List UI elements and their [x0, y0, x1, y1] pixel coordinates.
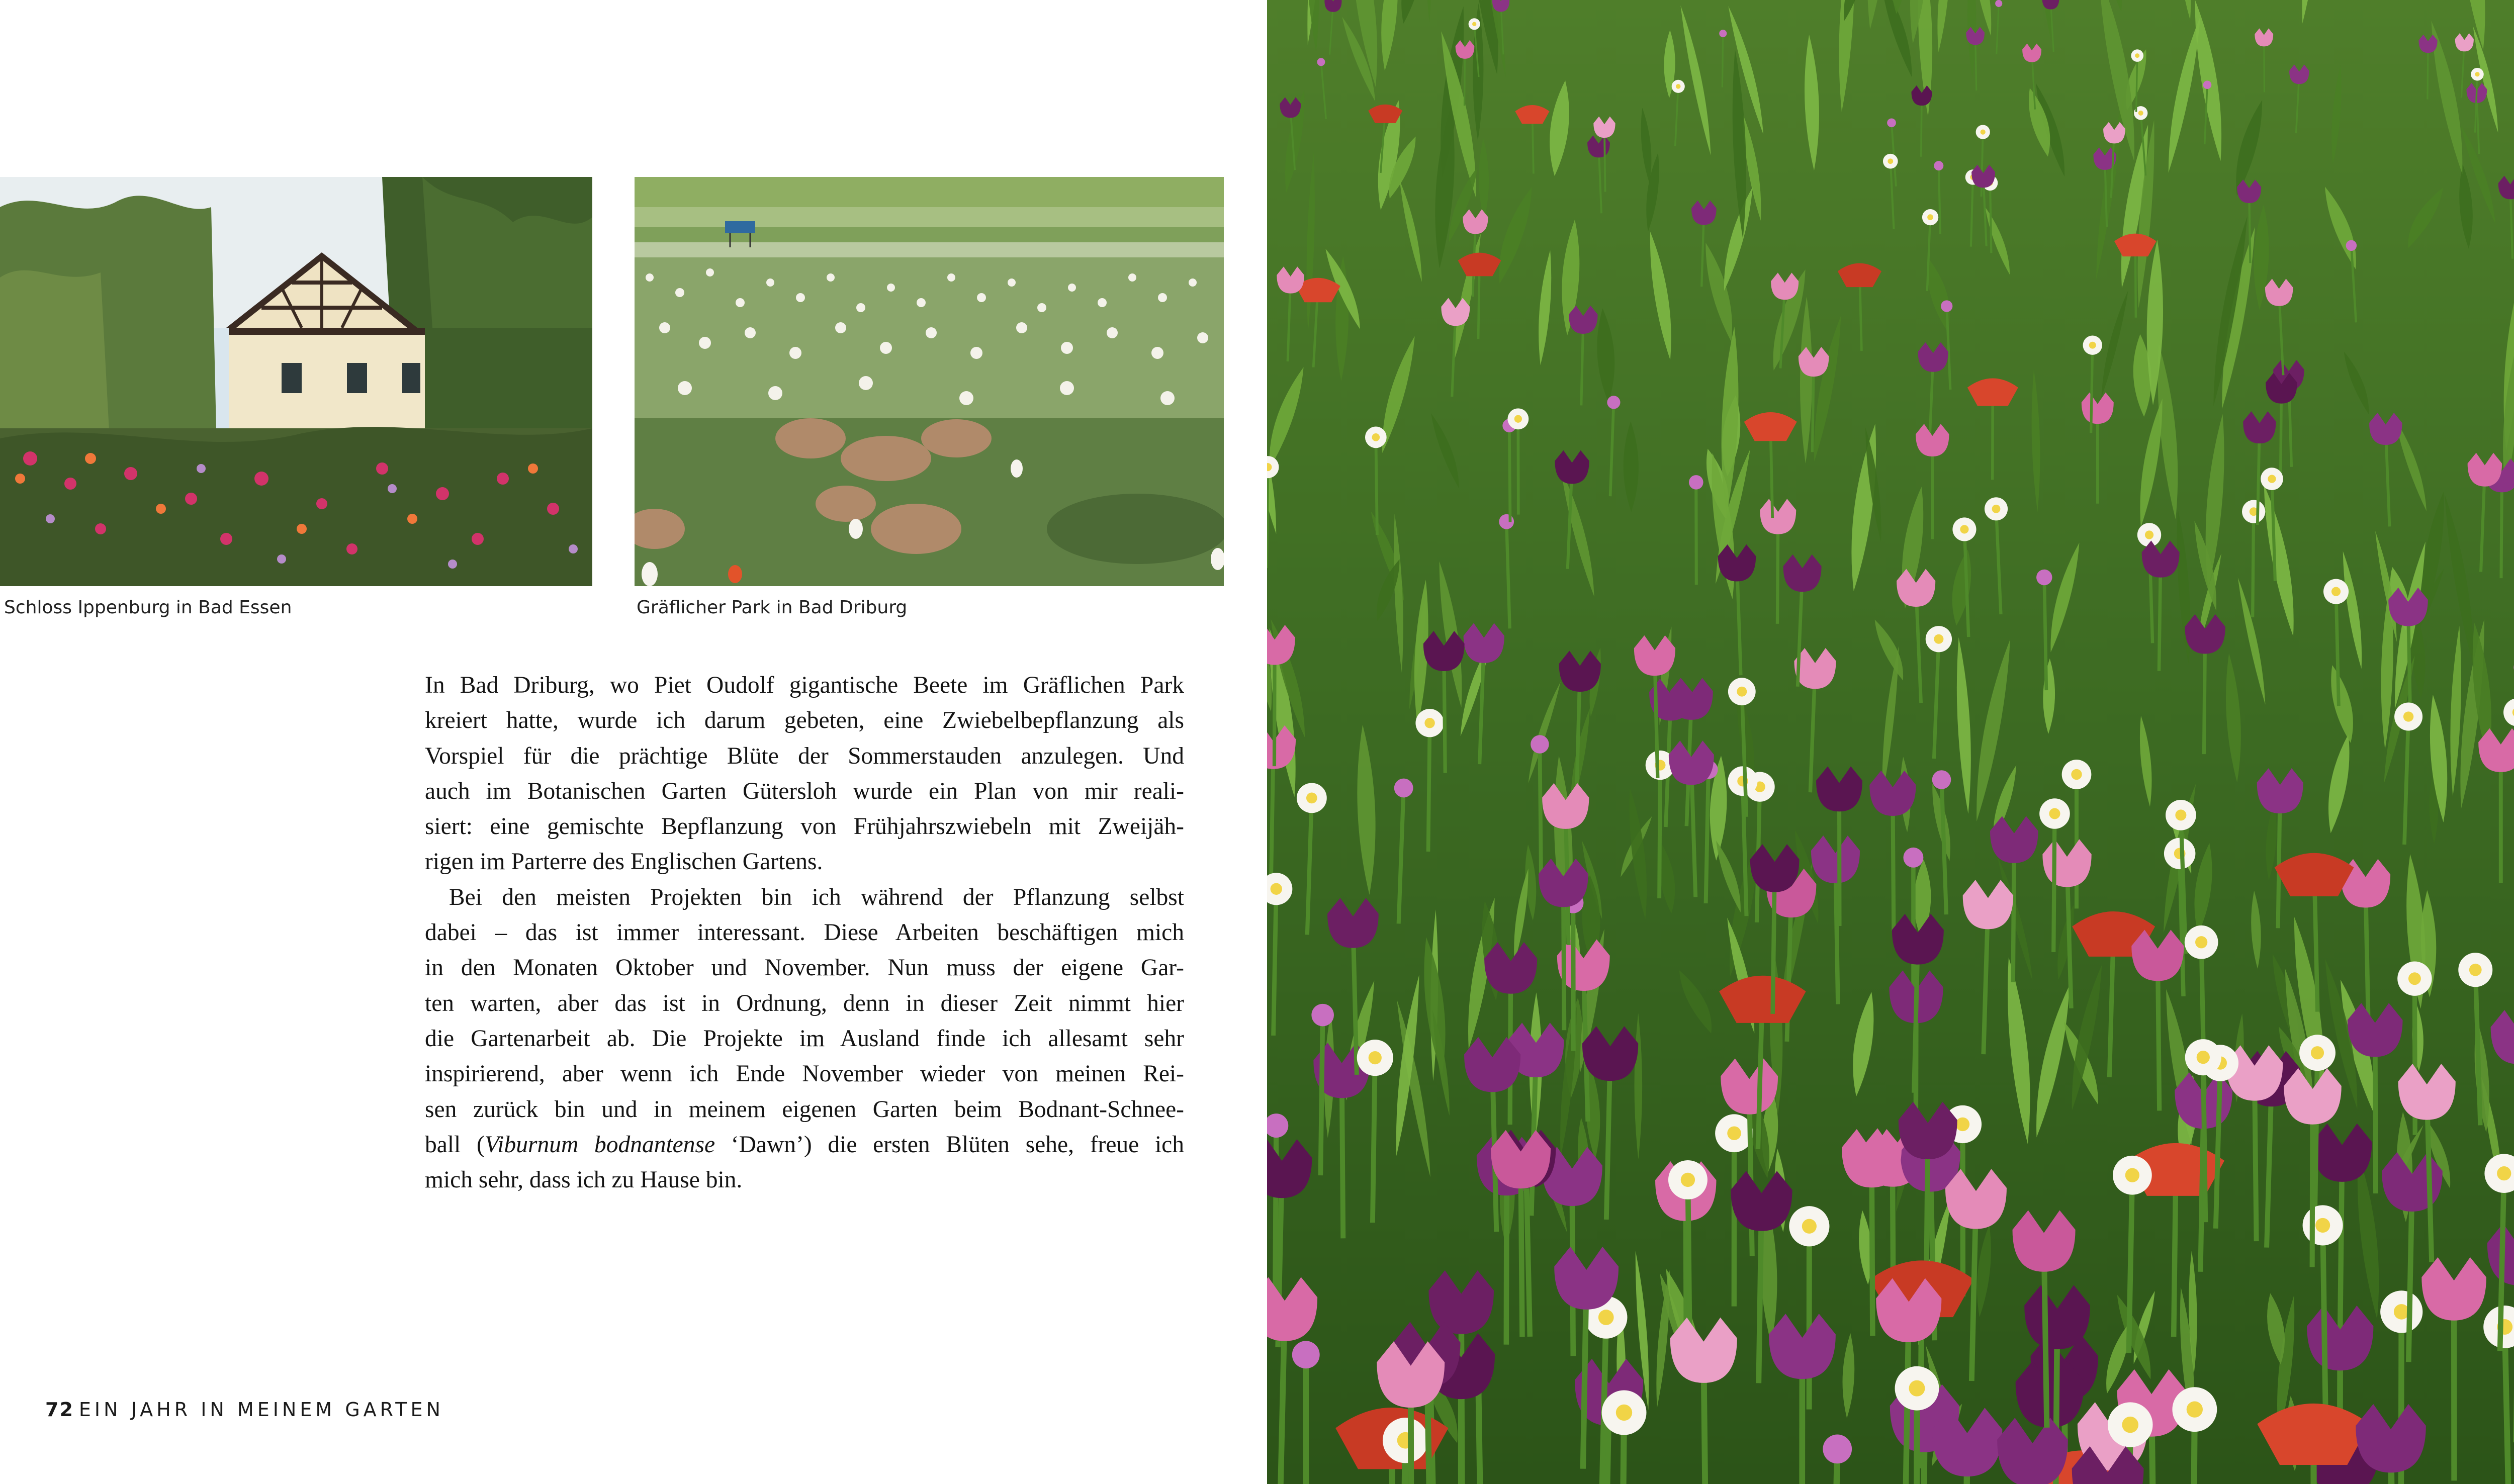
- body-line: die Gartenarbeit ab. Die Projekte im Ausland finde ich allesamt sehr: [425, 1025, 1184, 1052]
- body-line: siert: eine gemischte Bepflanzung von Frühjahrszwiebeln mit Zweijäh-: [425, 813, 1184, 840]
- running-title: EIN JAHR IN MEINEM GARTEN: [78, 1399, 444, 1421]
- narcissus-corona: [1927, 214, 1933, 220]
- body-line: mich sehr, dass ich zu Hause bin.: [425, 1167, 743, 1193]
- narcissus-corona: [2089, 342, 2096, 349]
- narcissus-corona: [2049, 808, 2060, 819]
- phlox-bloom: [1689, 475, 1703, 490]
- flower-stem: [1428, 723, 1430, 852]
- phlox-bloom: [2203, 80, 2212, 89]
- phlox-bloom: [1394, 779, 1413, 798]
- narcissus-corona: [1802, 1219, 1817, 1234]
- flower-stem: [2129, 1175, 2132, 1353]
- narcissus-corona: [2469, 964, 2482, 976]
- flower-stem: [2315, 1053, 2317, 1217]
- photo-tulip-bed: [1267, 0, 2514, 1484]
- narcissus-corona: [2125, 1168, 2139, 1182]
- flower-stem: [1275, 1126, 1276, 1298]
- narcissus-corona: [2331, 587, 2341, 596]
- flower-stem: [2203, 1057, 2206, 1222]
- flower-stem: [1659, 765, 1660, 898]
- body-line: Bei den meisten Projekten bin ich während der Pflanzung selbst: [449, 884, 1184, 910]
- narcissus-corona: [1960, 525, 1968, 533]
- flower-stem: [1274, 889, 1277, 1036]
- body-line: In Bad Driburg, wo Piet Oudolf gigantische Beete im Gräflichen Park: [425, 672, 1184, 698]
- page-footer: [45, 1399, 444, 1421]
- body-line: sen zurück bin und in meinem eigenen Garten beim Bodnant-Schnee-: [425, 1096, 1184, 1123]
- narcissus-corona: [1369, 1051, 1382, 1064]
- narcissus-corona: [2497, 1166, 2511, 1180]
- narcissus-corona: [2408, 972, 2421, 985]
- flower-stem: [1376, 437, 1377, 535]
- phlox-bloom: [1607, 396, 1620, 409]
- narcissus-corona: [2135, 53, 2139, 58]
- phlox-bloom: [1995, 0, 2002, 7]
- flower-stem: [2253, 512, 2254, 617]
- narcissus-corona: [1981, 129, 1986, 134]
- body-line: Vorspiel für die prächtige Blüte der Sommerstauden anzulegen. Und: [425, 743, 1184, 769]
- phlox-bloom: [1317, 58, 1325, 66]
- narcissus-corona: [2315, 1218, 2330, 1233]
- latin-plant-name: Viburnum bodnantense: [484, 1131, 715, 1158]
- flower-stem: [2053, 814, 2054, 952]
- narcissus-corona: [1888, 158, 1893, 164]
- flower-stem: [1267, 467, 1268, 568]
- phlox-bloom: [1887, 118, 1896, 127]
- narcissus-corona: [1306, 792, 1317, 803]
- narcissus-corona: [2195, 936, 2207, 948]
- narcissus-corona: [1598, 1310, 1614, 1325]
- narcissus-corona: [1271, 883, 1282, 895]
- narcissus-corona: [1681, 1173, 1695, 1187]
- page-number: 72: [45, 1399, 74, 1421]
- narcissus-corona: [2197, 1051, 2210, 1064]
- narcissus-corona: [2268, 475, 2276, 483]
- phlox-bloom: [1719, 30, 1727, 37]
- narcissus-corona: [2138, 111, 2143, 116]
- flower-stem: [1540, 745, 1541, 875]
- phlox-bloom: [2346, 240, 2357, 251]
- photo-caption-1: Schloss Ippenburg in Bad Essen: [4, 597, 292, 618]
- flower-stem: [1509, 426, 1510, 522]
- phlox-bloom: [1499, 514, 1514, 529]
- phlox-bloom: [1292, 1341, 1320, 1368]
- narcissus-corona: [1956, 1118, 1969, 1131]
- body-line: auch im Botanischen Garten Gütersloh wurde ein Plan von mir reali-: [425, 778, 1184, 804]
- photo-graeflicher-park: [635, 177, 1224, 586]
- photo-schloss-ippenburg: [0, 177, 592, 586]
- narcissus-corona: [1934, 634, 1943, 644]
- narcissus-corona: [2311, 1046, 2324, 1059]
- narcissus-corona: [1737, 687, 1747, 697]
- narcissus-corona: [1424, 718, 1434, 728]
- narcissus-corona: [2145, 530, 2153, 539]
- narcissus-corona: [1372, 433, 1380, 441]
- phlox-bloom: [1531, 735, 1549, 753]
- narcissus-corona: [1992, 505, 2001, 513]
- narcissus-corona: [2403, 711, 2413, 721]
- body-line: rigen im Parterre des Englischen Gartens.: [425, 849, 823, 875]
- narcissus-corona: [1472, 22, 1476, 26]
- phlox-bloom: [1934, 161, 1943, 170]
- photo-caption-2: Gräflicher Park in Bad Driburg: [637, 597, 908, 618]
- body-line: [425, 1127, 1184, 1162]
- tulip-bed-image: [1267, 0, 2514, 1484]
- flower-stem: [2091, 345, 2093, 433]
- flower-stem: [1573, 903, 1574, 1051]
- phlox-bloom: [1903, 848, 1923, 868]
- narcissus-corona: [2122, 1417, 2138, 1433]
- flower-stem: [1706, 770, 1709, 903]
- body-line: ten warten, aber das ist in Ordnung, denn in dieser Zeit nimmt hier: [425, 990, 1184, 1016]
- body-line-part: ‘Dawn’) die ersten Blüten sehe, freue ich: [715, 1131, 1184, 1158]
- flower-stem: [2044, 578, 2046, 691]
- narcissus-corona: [2475, 72, 2479, 76]
- phlox-bloom: [2036, 570, 2052, 585]
- flower-stem: [1722, 34, 1723, 87]
- body-line: in den Monaten Oktober und November. Nun muss der eigene Gar-: [425, 955, 1184, 981]
- narcissus-corona: [2071, 769, 2082, 780]
- narcissus-corona: [1676, 84, 1680, 88]
- narcissus-corona: [2175, 809, 2186, 820]
- narcissus-corona: [1909, 1380, 1925, 1397]
- narcissus-corona: [2187, 1401, 2203, 1417]
- flower-stem: [1373, 1058, 1375, 1223]
- flower-stem: [1320, 1015, 1322, 1175]
- flower-stem: [1990, 183, 1991, 253]
- phlox-bloom: [1823, 1435, 1852, 1464]
- body-line: dabei – das ist immer interessant. Diese Arbeiten beschäftigen mich: [425, 919, 1184, 946]
- body-line: inspirierend, aber wenn ich Ende November wieder von meinen Rei-: [425, 1061, 1184, 1087]
- flower-stem: [2323, 1225, 2325, 1408]
- flower-stem: [2136, 56, 2137, 112]
- phlox-bloom: [1311, 1004, 1334, 1027]
- body-line-part: ball (: [425, 1131, 485, 1158]
- narcissus-corona: [1514, 415, 1522, 423]
- narcissus-corona: [1616, 1405, 1632, 1421]
- phlox-bloom: [1932, 770, 1951, 789]
- phlox-bloom: [1941, 300, 1952, 312]
- body-text: [425, 668, 1184, 1197]
- body-line: kreiert hatte, wurde ich darum gebeten, eine Zwiebelbepflanzung als: [425, 707, 1184, 734]
- narcissus-corona: [1727, 1126, 1741, 1140]
